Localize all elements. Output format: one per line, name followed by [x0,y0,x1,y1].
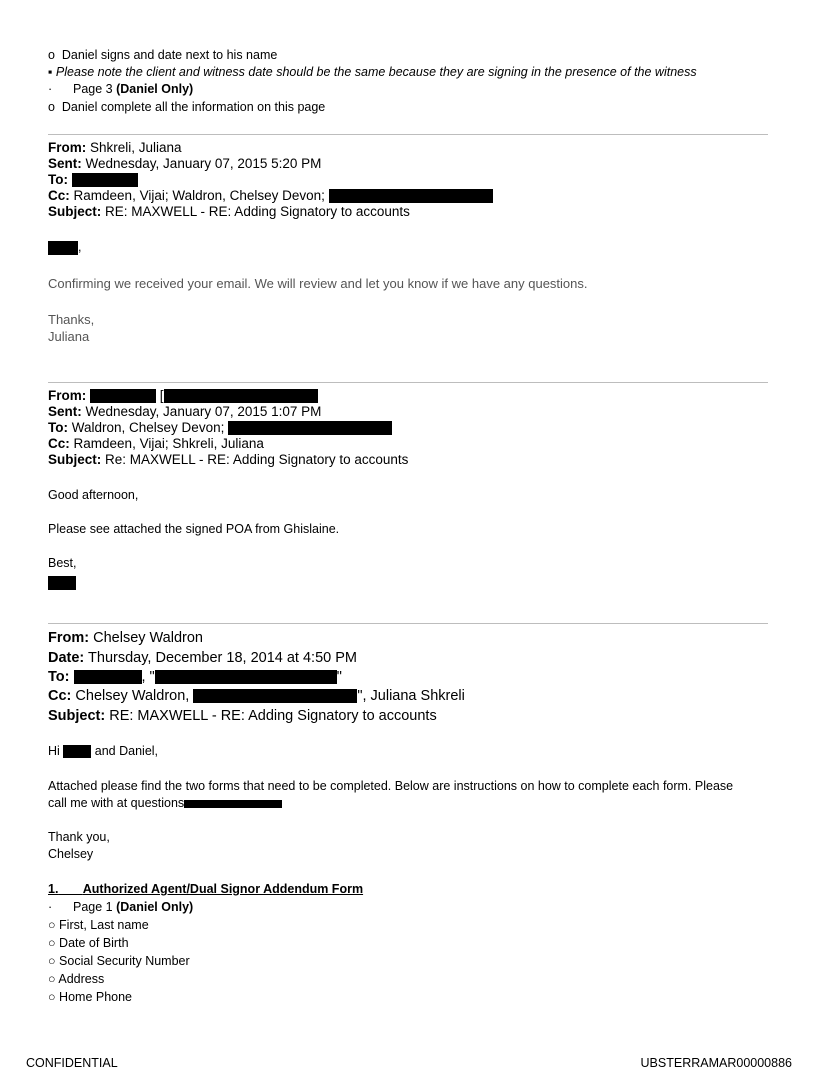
email-to-line [48,669,342,685]
redaction-block [164,389,318,403]
sent-value: Wednesday, January 07, 2015 1:07 PM [85,404,322,419]
list-item-text: Please note the client and witness date should be the same because they are signing in the presence of the witness [55,65,697,79]
section-number: 1. [48,882,59,896]
circle-bullet-icon: ○ [48,936,56,950]
email-signoff: Thanks, [48,312,95,327]
greeting-post: and Daniel, [94,744,159,758]
divider [48,134,768,135]
email-greeting: Good afternoon, [48,488,139,502]
email-body-text: Confirming we received your email. We will review and let you know if we have any questions. [48,276,588,291]
to-end-quote: " [336,669,342,685]
list-item-text: Daniel signs and date next to his name [61,48,278,62]
email-sent-line [48,404,321,419]
cc-value-end: ", Juliana Shkreli [357,688,465,704]
email-signoff: Best, [48,556,77,570]
list-item [48,900,193,914]
email-body-text [48,796,282,810]
to-label: To: [48,420,68,435]
list-item-text: Daniel complete all the information on this page [61,100,326,114]
email-signature-redacted [48,574,76,592]
list-item [48,954,190,968]
cc-label: Cc: [48,436,70,451]
subject-value: RE: MAXWELL - RE: Adding Signatory to accounts [105,204,410,219]
cc-value: Ramdeen, Vijai; Shkreli, Juliana [73,436,264,451]
email-from-line [48,630,203,646]
email-from-line [48,140,182,155]
bates-number: UBSTERRAMAR00000886 [640,1056,792,1070]
cc-value: Ramdeen, Vijai; Waldron, Chelsey Devon; [73,188,325,203]
dot-bullet-icon: · [48,900,53,914]
cc-label: Cc: [48,688,72,704]
to-label: To: [48,669,70,685]
email-from-line [48,388,318,403]
email-subject-line [48,708,437,724]
redaction-block [48,576,76,590]
cc-label: Cc: [48,188,70,203]
square-bullet-icon: ▪ [48,65,53,79]
circle-bullet-icon: ○ [48,990,56,1004]
list-item-text: Page 1 [73,900,117,914]
list-item [48,82,193,96]
subject-label: Subject: [48,452,102,467]
redaction-block [72,173,138,187]
date-label: Date: [48,650,85,666]
to-label: To: [48,172,68,187]
email-to-line [48,420,392,435]
redaction-block [184,800,282,808]
email-cc-line [48,188,493,203]
list-item-text: Date of Birth [59,936,129,950]
redaction-block [193,689,357,703]
from-bracket: [ [159,388,164,403]
list-item-emphasis: (Daniel Only) [116,900,194,914]
date-value: Thursday, December 18, 2014 at 4:50 PM [88,650,357,666]
circle-bullet-icon: ○ [48,972,56,986]
section-heading [48,882,363,896]
redaction-block [48,241,78,255]
section-title: Authorized Agent/Dual Signor Addendum Form [82,882,364,896]
email-greeting [48,744,158,758]
redaction-block [329,189,493,203]
email-body-text-line2: call me with at questions [48,796,185,810]
divider [48,623,768,624]
email-to-line [48,172,138,187]
list-item [48,48,277,62]
list-item [48,990,132,1004]
email-subject-line [48,452,408,467]
to-value: Waldron, Chelsey Devon; [71,420,225,435]
list-item-text: Page 3 [73,82,117,96]
email-greeting [48,240,81,255]
from-label: From: [48,388,87,403]
from-label: From: [48,630,90,646]
list-item-text: Social Security Number [59,954,190,968]
circle-bullet-icon: o [48,100,55,114]
sent-label: Sent: [48,156,82,171]
email-subject-line [48,204,410,219]
redaction-block [63,745,91,758]
circle-bullet-icon: o [48,48,55,62]
email-body-text: Attached please find the two forms that need to be completed. Below are instructions on how to complete each form. Please [48,779,734,793]
circle-bullet-icon: ○ [48,918,56,932]
cc-value: Chelsey Waldron, [75,688,190,704]
email-cc-line [48,436,264,451]
email-body-text: Please see attached the signed POA from Ghislaine. [48,522,340,536]
list-item-text: Home Phone [59,990,133,1004]
subject-label: Subject: [48,708,106,724]
sent-label: Sent: [48,404,82,419]
list-item [48,972,104,986]
email-sent-line [48,156,321,171]
to-separator: , " [141,669,155,685]
circle-bullet-icon: ○ [48,954,56,968]
email-date-line [48,650,357,666]
dot-bullet-icon: · [48,82,53,96]
list-item [48,936,129,950]
from-label: From: [48,140,87,155]
subject-value: RE: MAXWELL - RE: Adding Signatory to accounts [109,708,437,724]
from-value: Shkreli, Juliana [90,140,182,155]
subject-label: Subject: [48,204,102,219]
redaction-block [228,421,392,435]
list-item-text: First, Last name [59,918,149,932]
sent-value: Wednesday, January 07, 2015 5:20 PM [85,156,322,171]
list-item [48,100,325,114]
subject-value: Re: MAXWELL - RE: Adding Signatory to accounts [105,452,409,467]
greeting-pre: Hi [48,744,60,758]
email-cc-line [48,688,465,704]
from-value: Chelsey Waldron [93,630,203,646]
redaction-block [155,670,337,684]
confidential-label: CONFIDENTIAL [26,1056,118,1070]
list-item-emphasis: (Daniel Only) [116,82,194,96]
list-item [48,918,149,932]
list-item [48,65,697,79]
divider [48,382,768,383]
email-signoff: Thank you, [48,830,110,844]
redaction-block [74,670,142,684]
email-signature: Chelsey [48,847,94,861]
greeting-comma: , [78,240,82,254]
list-item-text: Address [58,972,105,986]
redaction-block [90,389,156,403]
email-signature: Juliana [48,329,90,344]
